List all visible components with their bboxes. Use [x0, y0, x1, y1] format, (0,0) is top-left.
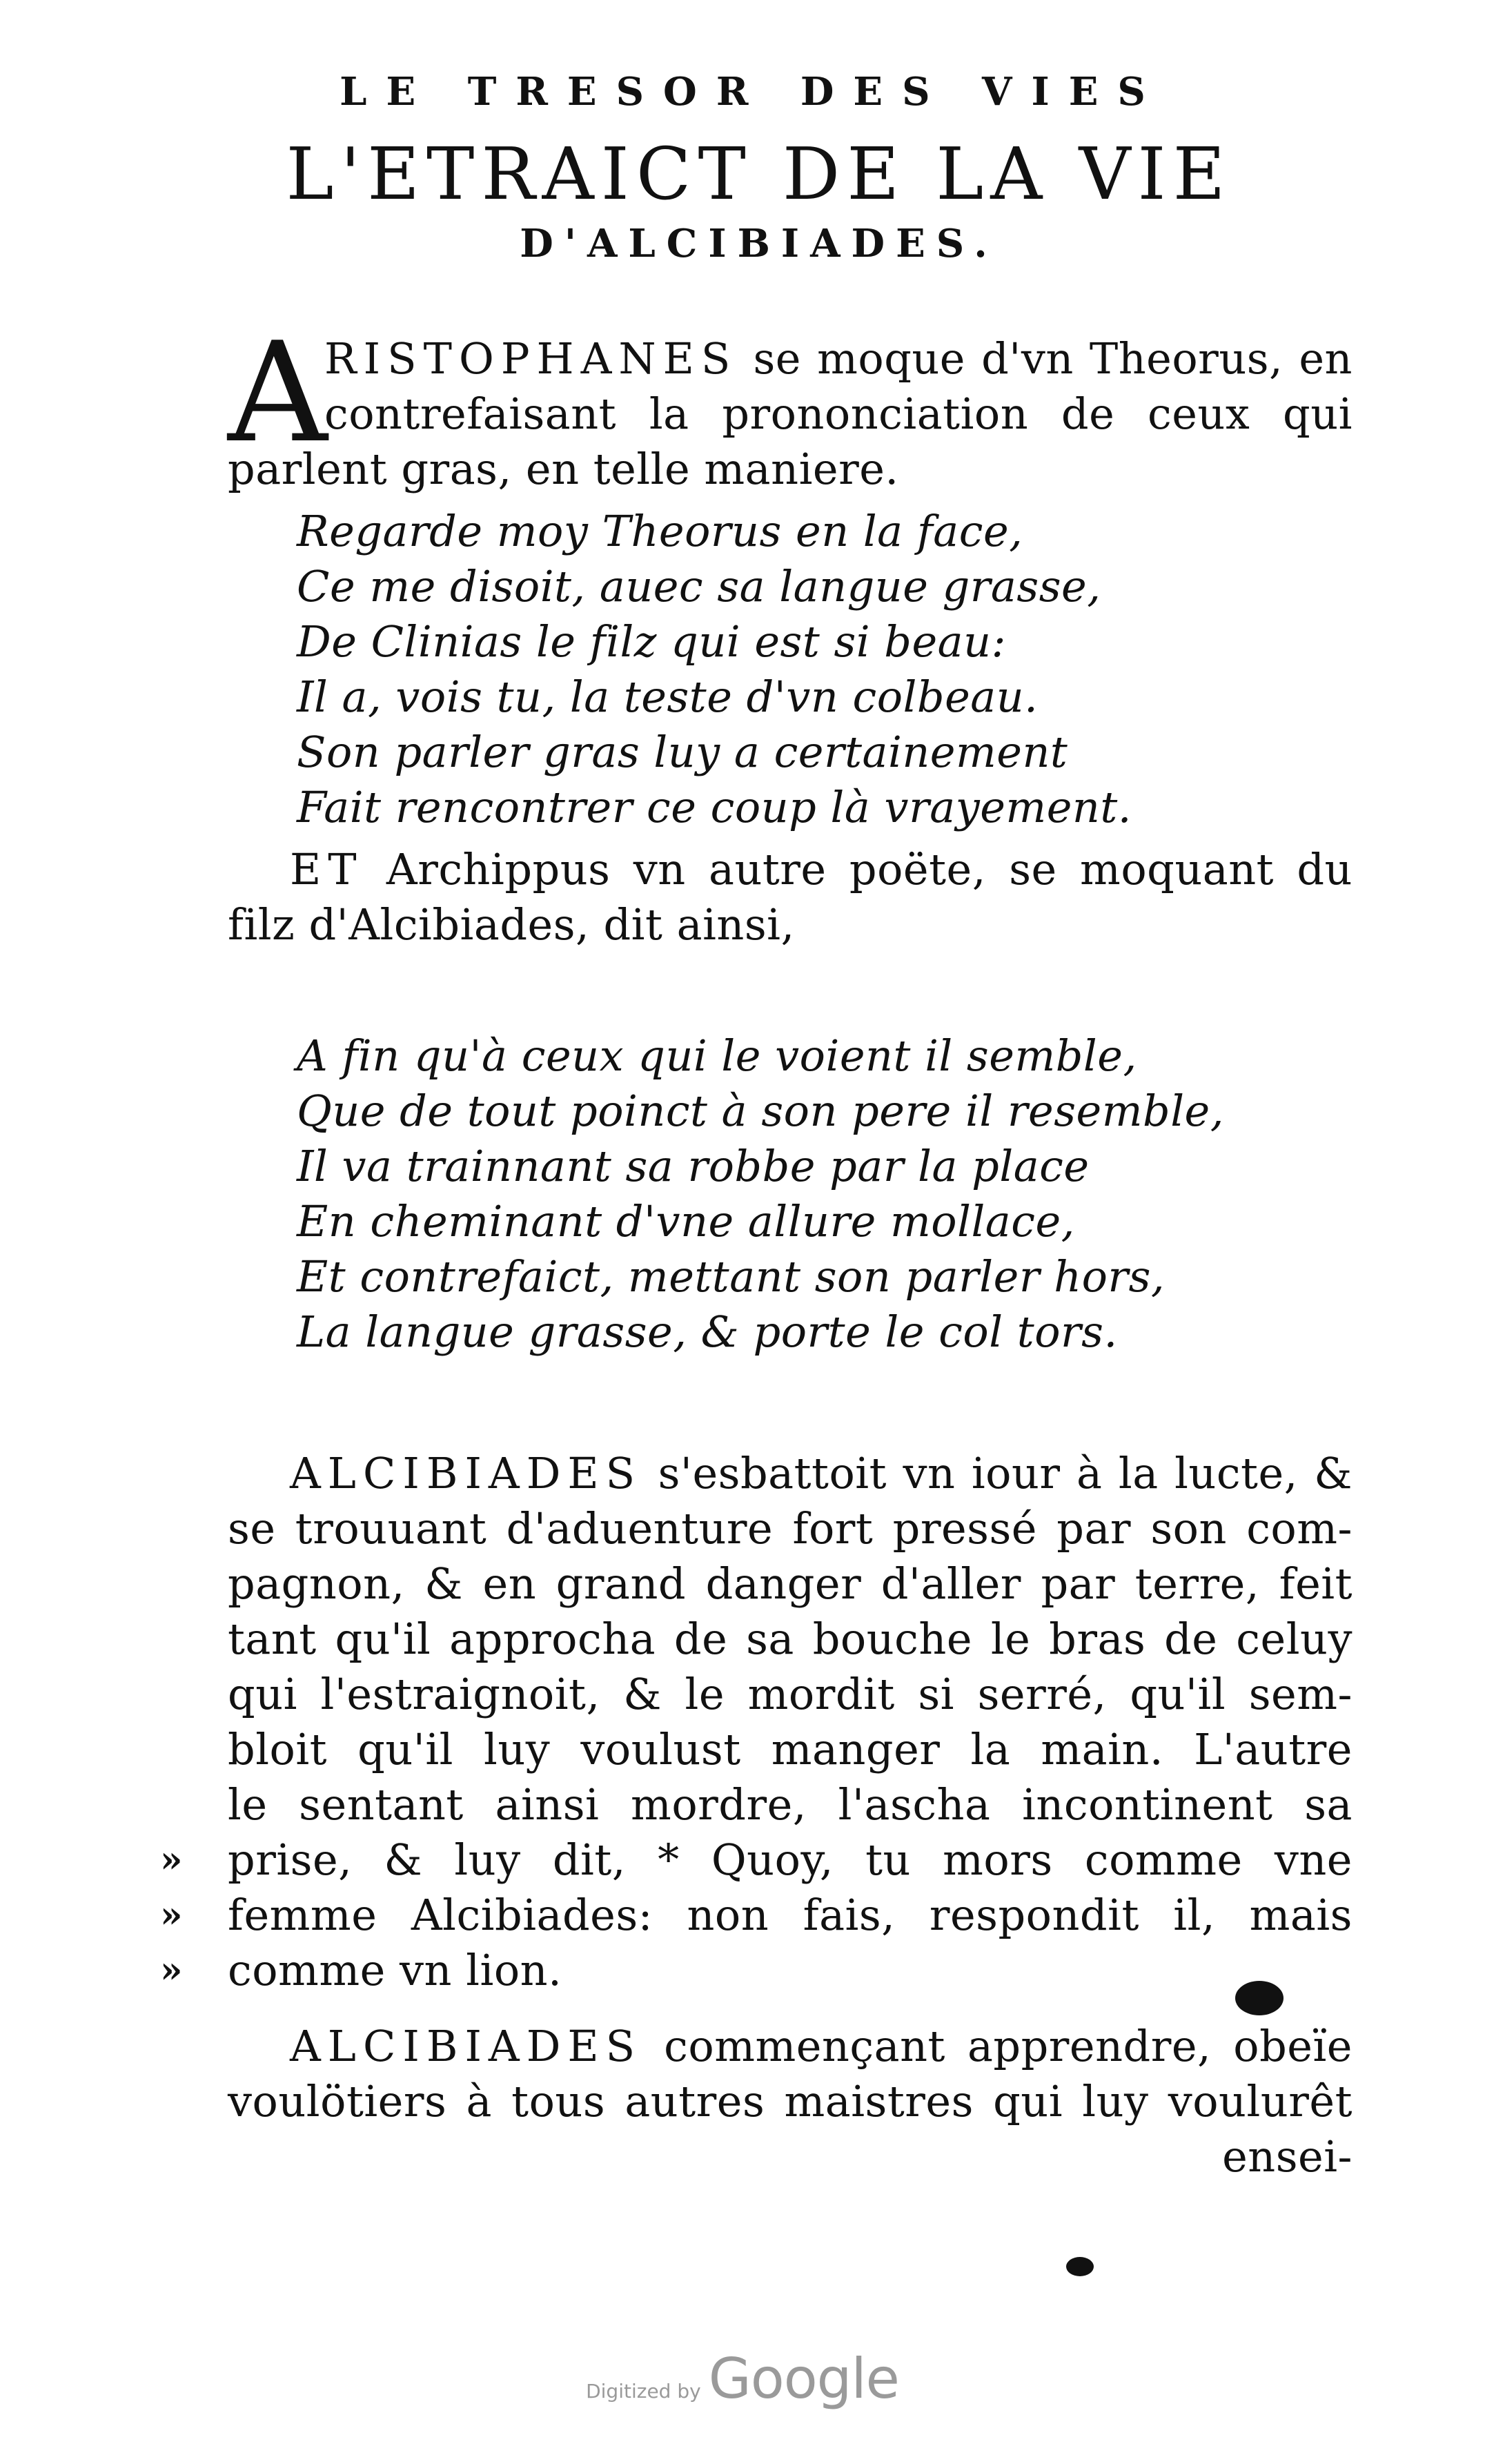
quote-marker: » [160, 1839, 183, 1881]
verse-line: Fait rencontrer ce coup là vrayement. [297, 782, 1132, 832]
paragraph-1-end [228, 442, 1353, 497]
text-line: femme Alcibiades: non fais, respondit il, mais [228, 1890, 1353, 1940]
lead-word: RISTOPHANES [324, 333, 738, 384]
text-line: prise, & luy dit, * Quoy, tu mors comme vne [228, 1835, 1353, 1885]
line-text: Archippus vn autre poëte, se moquant du [386, 844, 1353, 894]
verse-line: Ce me disoit, auec sa langue grasse, [297, 561, 1101, 612]
text-line [228, 1446, 1353, 1501]
google-logo: Google [708, 2347, 899, 2411]
digitized-label: Digitized by [586, 2380, 701, 2403]
lead-word: ALCIBIADES [290, 2021, 642, 2071]
text-line: comme vn lion. [228, 1945, 562, 1995]
text-line: voulötiers à tous autres maistres qui luy voulurêt [228, 2076, 1353, 2126]
verse-line: Et contrefaict, mettant son parler hors, [297, 1251, 1166, 1302]
verse-line: A fin qu'à ceux qui le voient il semble, [297, 1030, 1137, 1081]
digitization-watermark [0, 2347, 1485, 2411]
text-line: le sentant ainsi mordre, l'ascha incontinent sa [228, 1779, 1353, 1830]
text-line [228, 842, 1353, 897]
line-text: commençant apprendre, obeïe [664, 2021, 1353, 2071]
chapter-subtitle: D'ALCIBIADES. [520, 221, 999, 266]
quote-marker: » [160, 1949, 183, 1991]
verse-block-1 [228, 504, 1353, 835]
text-line: contrefaisant la prononciation de ceux qui [324, 389, 1353, 439]
verse-block-2 [228, 1028, 1353, 1360]
text-line: bloit qu'il luy voulust manger la main. L'autre [228, 1724, 1353, 1774]
drop-cap: A [228, 313, 328, 473]
text-line: se trouuant d'aduenture fort pressé par son com- [228, 1503, 1353, 1554]
ink-blot [1235, 1981, 1284, 2015]
verse-line: En cheminant d'vne allure mollace, [297, 1196, 1075, 1246]
paragraph-2 [228, 842, 1353, 952]
text-line: tant qu'il approcha de sa bouche le bras de celuy [228, 1614, 1353, 1664]
catchword: ensei- [1222, 2131, 1353, 2182]
running-head: LE TRESOR DES VIES [340, 69, 1165, 115]
verse-line: Regarde moy Theorus en la face, [297, 506, 1023, 556]
verse-line: Que de tout poinct à son pere il resemble, [297, 1086, 1224, 1136]
verse-line: Son parler gras luy a certainement [297, 727, 1068, 777]
lead-word: ALCIBIADES [290, 1448, 642, 1498]
verse-line: De Clinias le filz qui est si beau: [297, 616, 1006, 667]
verse-line: Il va trainnant sa robbe par la place [297, 1141, 1090, 1191]
text-line [228, 2019, 1353, 2074]
line-text: s'esbattoit vn iour à la lucte, & [658, 1448, 1353, 1498]
text-line: qui l'estraignoit, & le mordit si serré, qu'il sem- [228, 1669, 1353, 1719]
verse-line: La langue grasse, & porte le col tors. [297, 1307, 1118, 1357]
lead-word: ET [290, 844, 364, 894]
ink-blot [1066, 2257, 1094, 2276]
text-line: pagnon, & en grand danger d'aller par terre, feit [228, 1558, 1353, 1609]
text-line [324, 331, 1353, 387]
quote-marker: » [160, 1894, 183, 1936]
chapter-title: L'ETRAICT DE LA VIE [286, 132, 1232, 216]
paragraph-1-opening [324, 331, 1353, 442]
verse-line: Il a, vois tu, la teste d'vn colbeau. [297, 672, 1039, 722]
line-text: se moque d'vn Theorus, en [753, 333, 1353, 384]
paragraph-4 [228, 2019, 1353, 2184]
text-line: filz d'Alcibiades, dit ainsi, [228, 899, 795, 950]
paragraph-3 [228, 1446, 1353, 1998]
text-line: parlent gras, en telle maniere. [228, 444, 899, 494]
